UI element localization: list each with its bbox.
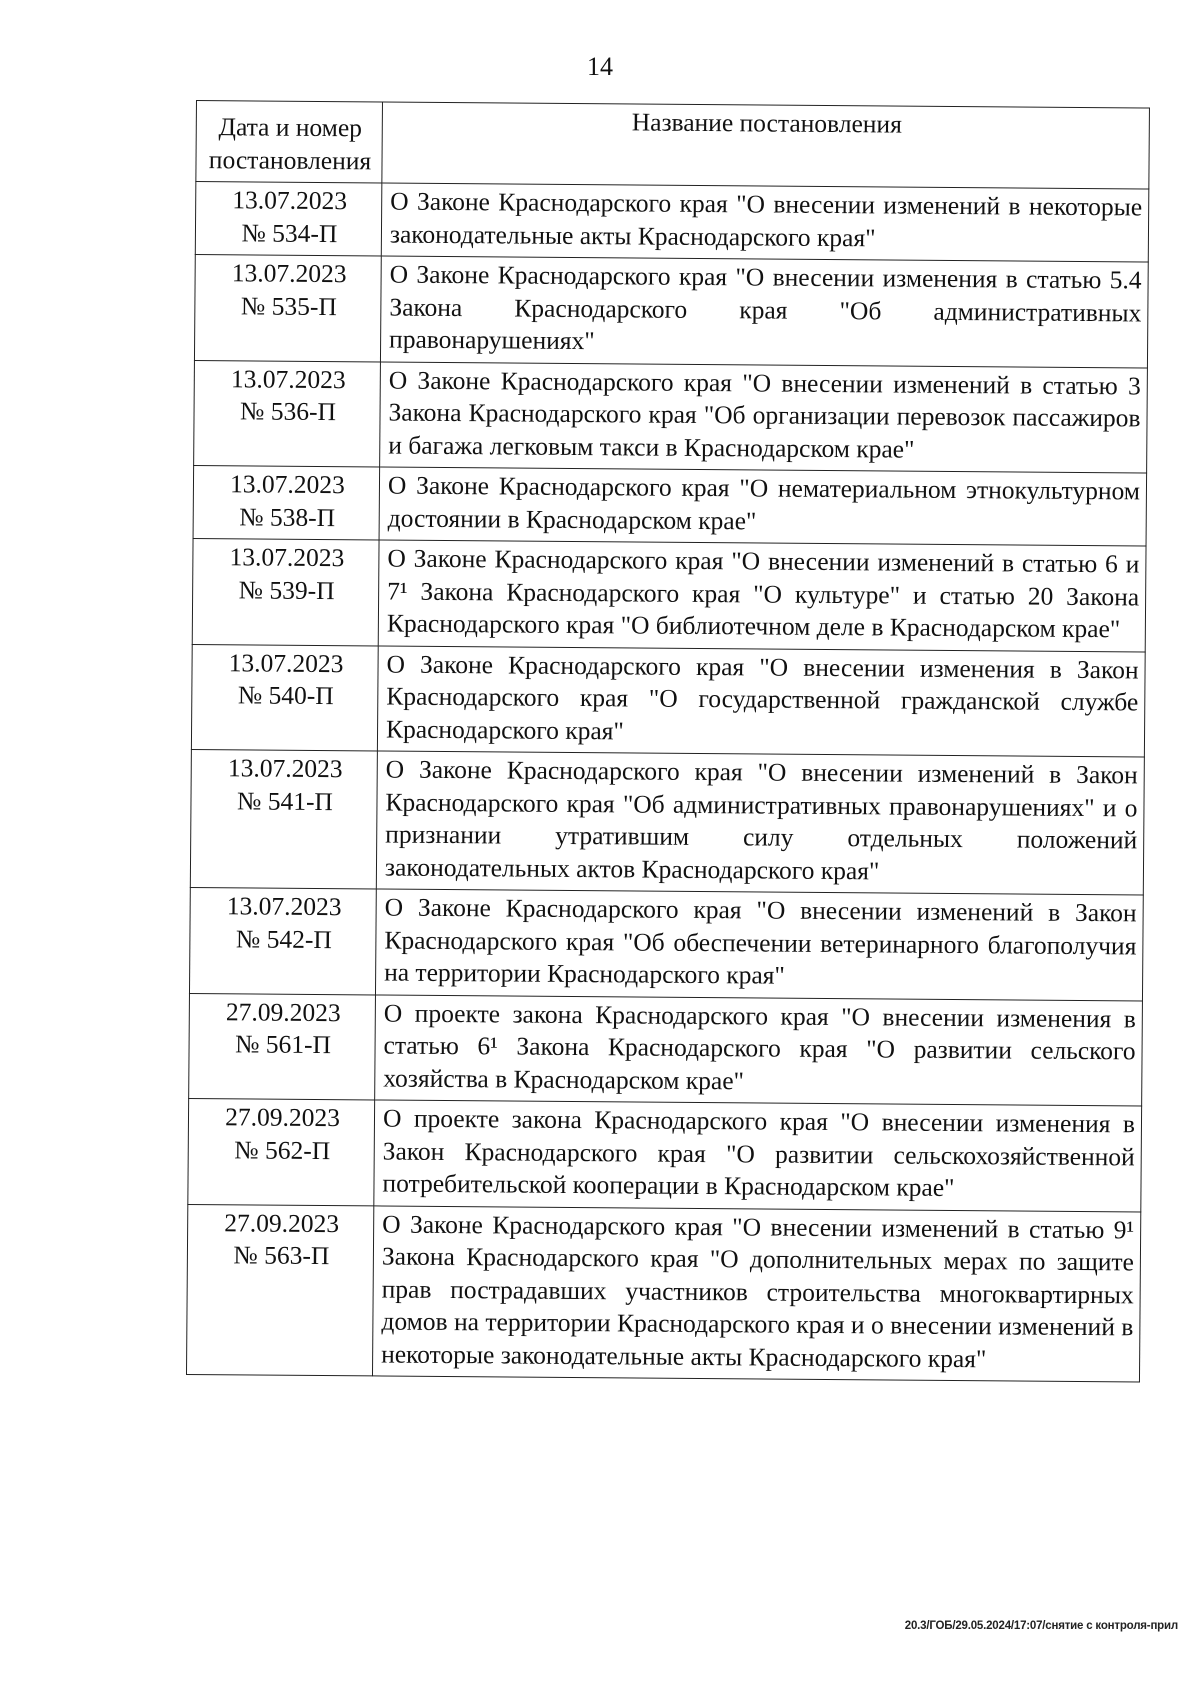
resolution-number: № 536-П (240, 396, 337, 427)
table-row (188, 1098, 1142, 1211)
resolution-date: 27.09.2023 (224, 1207, 340, 1238)
resolution-title: О Законе Краснодарского края "О внесении изменений в статью 3 Закона Краснодарского края "Об организации перевозок пассажиров и багажа легковым такси в Краснодарском крае" (380, 361, 1148, 473)
resolution-title: О Законе Краснодарского края "О внесении изменений в статью 9¹ Закона Краснодарского края "О дополнительных мерах по защите прав пострадавших участников строительства многоквартирных домов на территории Краснодарского края и о внесении изменений в некоторые законодательные акты Краснодарского края" (372, 1205, 1140, 1382)
table-header-row (196, 101, 1150, 189)
resolution-date: 27.09.2023 (225, 996, 341, 1027)
resolution-number: № 538-П (239, 501, 336, 532)
resolution-title: О Законе Краснодарского края "О внесении изменений в некоторые законодательные акты Краснодарского края" (381, 183, 1149, 262)
resolution-title: О проекте закона Краснодарского края "О внесении изменения в Закон Краснодарского края "О развитии сельскохозяйственной потребительской кооперации в Краснодарском крае" (374, 1100, 1142, 1212)
table-row (194, 360, 1148, 473)
resolution-title: О проекте закона Краснодарского края "О внесении изменения в статью 6¹ Закона Краснодарского края "О развитии сельского хозяйства в Краснодарском крае" (375, 994, 1143, 1106)
resolution-date-number (194, 360, 381, 467)
resolution-date: 13.07.2023 (232, 185, 348, 216)
table-row (194, 254, 1148, 367)
page-number: 14 (587, 52, 613, 81)
table-row (189, 993, 1143, 1106)
resolution-date: 13.07.2023 (228, 647, 344, 678)
resolution-number: № 540-П (237, 680, 334, 711)
resolution-number: № 535-П (240, 290, 337, 321)
resolution-date: 13.07.2023 (227, 753, 343, 784)
resolutions-table (186, 100, 1150, 1382)
resolution-number: № 542-П (235, 923, 332, 954)
resolution-title: О Законе Краснодарского края "О внесении изменения в Закон Краснодарского края "О государственной гражданской службе Краснодарского края" (377, 645, 1145, 757)
table-row (186, 1204, 1140, 1382)
resolution-date: 13.07.2023 (231, 258, 347, 289)
resolution-date-number (192, 538, 379, 645)
table-row (195, 182, 1149, 262)
resolution-date-number (188, 1098, 375, 1205)
resolution-title: О Законе Краснодарского края "О внесении изменений в Закон Краснодарского края "Об административных правонарушениях" и о признании утратившим силу отдельных положений законодательных актов Краснодарского края" (376, 751, 1144, 895)
registration-stamp: 20.3/ГОБ/29.05.2024/17:07/снятие с контроля-прил (904, 1620, 1178, 1632)
resolution-number: № 561-П (235, 1029, 332, 1060)
table-body (186, 182, 1148, 1382)
resolution-number: № 563-П (233, 1240, 330, 1271)
resolution-date: 13.07.2023 (226, 891, 342, 922)
resolution-number: № 541-П (236, 785, 334, 816)
resolution-date-number (193, 465, 380, 539)
resolution-date-number (190, 749, 377, 888)
resolution-number: № 539-П (238, 574, 335, 605)
resolution-title: О Законе Краснодарского края "О внесении изменений в статью 6 и 7¹ Закона Краснодарского края "О культуре" и статью 20 Закона Краснодарского края "О библиотечном деле в Краснодарском крае" (378, 540, 1146, 652)
resolution-date-number (191, 644, 378, 751)
resolution-number: № 562-П (234, 1134, 331, 1165)
header-date-number: Дата и номер постановления (196, 101, 383, 183)
resolution-date: 13.07.2023 (229, 469, 345, 500)
resolution-date: 13.07.2023 (230, 363, 346, 394)
resolution-title: О Законе Краснодарского края "О внесении изменений в Закон Краснодарского края "Об обеспечении ветеринарного благополучия на территории Краснодарского края" (375, 889, 1143, 1001)
resolution-date-number (195, 182, 382, 256)
table-row (193, 465, 1147, 545)
resolution-date-number (194, 254, 381, 361)
table-row (191, 644, 1145, 757)
table-row (190, 749, 1144, 894)
resolution-date-number (189, 887, 376, 994)
resolution-date: 13.07.2023 (229, 542, 345, 573)
table-row (189, 887, 1143, 1000)
table-row (192, 538, 1146, 651)
resolution-title: О Законе Краснодарского края "О нематериальном этнокультурном достоянии в Краснодарском крае" (379, 467, 1147, 546)
header-title: Название постановления (382, 102, 1150, 189)
resolution-title: О Законе Краснодарского края "О внесении изменения в статью 5.4 Закона Краснодарского края "Об административных правонарушениях" (380, 256, 1148, 368)
resolution-number: № 534-П (241, 217, 338, 248)
resolution-date-number (186, 1204, 373, 1376)
resolution-date-number (189, 993, 376, 1100)
resolution-date: 27.09.2023 (225, 1102, 341, 1133)
